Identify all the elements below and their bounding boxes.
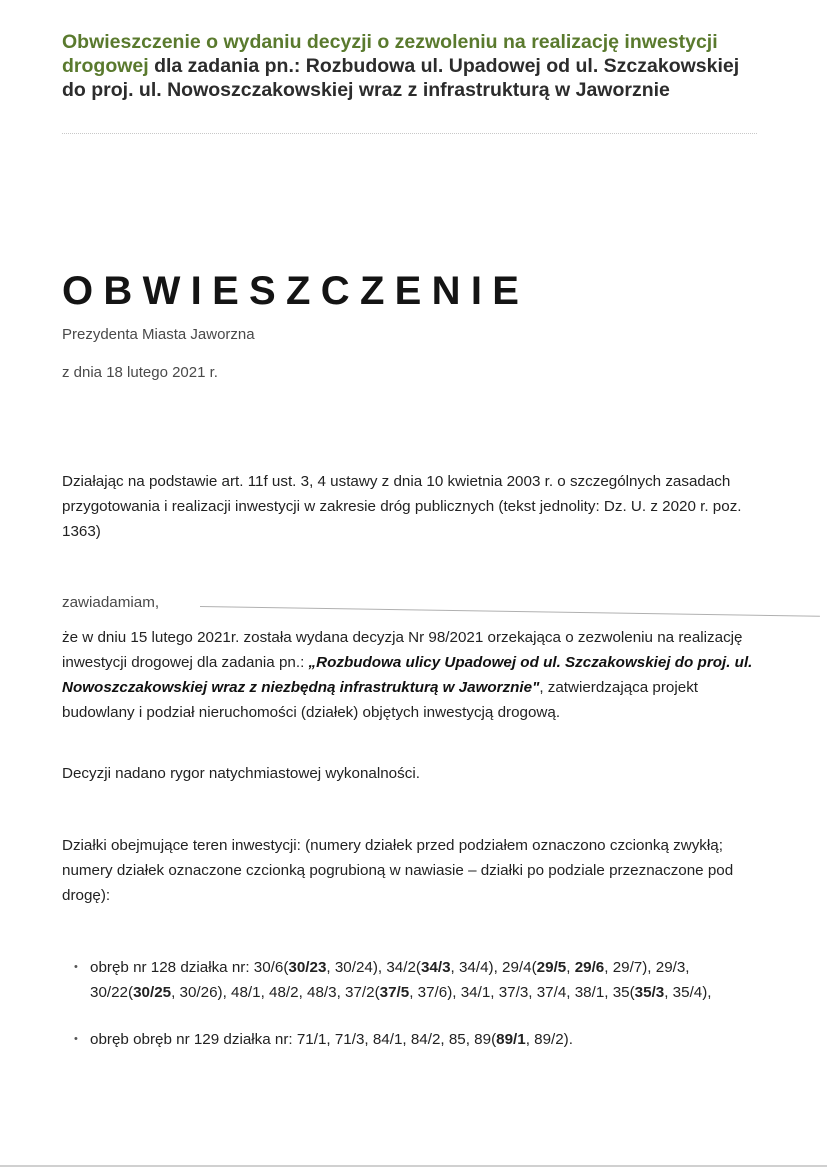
- enforcement-note: Decyzji nadano rygor natychmiastowej wykonalności.: [62, 765, 420, 782]
- list-item: • obręb nr 128 działka nr: 30/6(30/23, 30/24), 34/2(34/3, 34/4), 29/4(29/5, 29/6, 29/7), 29/3, 30/22(30/25, 30/26), 48/1, 48/2, 48/3, 37/2(37/5, 37/6), 34/1, 37/3, 37/4, 38/1, 35(35/3, 35/4),: [72, 955, 772, 1005]
- page-title-part1: Obwieszczenie o wydaniu decyzji o zezwoleniu na realizację inwestycji drogowej: [62, 31, 718, 77]
- announcement-intro: że w dniu 15 lutego 2021r. została wydana decyzja Nr 98/2021 orzekająca o zezwoleniu na realizację inwestycji drogowej dla zadania pn.:: [62, 629, 743, 671]
- header-divider: [62, 133, 757, 134]
- announcement-body: [62, 625, 762, 725]
- plots-intro: Działki obejmujące teren inwestycji: (numery działek przed podziałem oznaczono czcionką zwykłą; numery działek oznaczone czcionką pogrubioną w nawiasie – działki po podziale przeznaczone pod drogę):: [62, 837, 734, 904]
- plots-list: [72, 955, 772, 1074]
- notice-heading: OBWIESZCZENIE: [62, 269, 530, 313]
- scan-edge-divider: [0, 1165, 827, 1167]
- notice-date: z dnia 18 lutego 2021 r.: [62, 364, 218, 381]
- page-header: [62, 30, 762, 102]
- legal-basis: Działając na podstawie art. 11f ust. 3, 4 ustawy z dnia 10 kwietnia 2003 r. o szczególnych zasadach przygotowania i realizacji inwestycji w zakresie dróg publicznych (tekst jednolity: Dz. U. z 2020 r. poz. 1363): [62, 473, 742, 540]
- announcement-outro: , zatwierdzająca projekt budowlany i podział nieruchomości (działek) objętych inwestycją drogową.: [62, 679, 699, 721]
- project-name: „Rozbudowa ulicy Upadowej od ul. Szczakowskiej do proj. ul. Nowoszczakowskiej wraz z niezbędną infrastrukturą w Jaworznie": [62, 654, 753, 696]
- page-title-part2: dla zadania pn.: Rozbudowa ul. Upadowej od ul. Szczakowskiej do proj. ul. Nowoszczakowskiej wraz z infrastrukturą w Jaworznie: [62, 55, 740, 101]
- list-item: • obręb obręb nr 129 działka nr: 71/1, 71/3, 84/1, 84/2, 85, 89(89/1, 89/2).: [72, 1027, 772, 1052]
- announcement-verb: zawiadamiam,: [62, 594, 160, 611]
- notice-issuer: Prezydenta Miasta Jaworzna: [62, 326, 255, 343]
- page-title: [62, 30, 762, 102]
